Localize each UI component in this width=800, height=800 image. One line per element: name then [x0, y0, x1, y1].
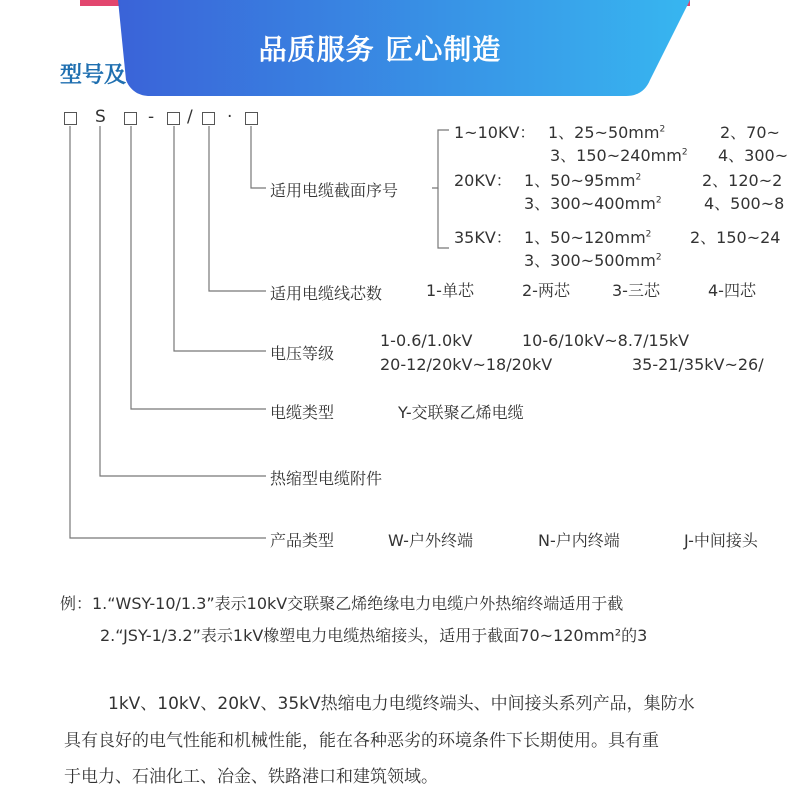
cable-type-label: 电缆类型 [270, 403, 335, 422]
bracket-lower [438, 188, 449, 248]
voltage-label: 电压等级 [270, 344, 335, 363]
voltage-option-4: 35-21/35kV~26/ [632, 355, 764, 374]
kv35-option-1: 1、$50\sim 120mm^2$ [524, 228, 652, 247]
accessory-label: 热缩型电缆附件 [270, 469, 383, 488]
example-1: 例：1.“WSY-10/1.3”表示10kV交联聚乙烯绝缘电力电缆户外热缩终端适用于截 [60, 594, 624, 613]
kv20-label: 20KV： [454, 171, 512, 190]
kv20-option-4: 4、500~8 [704, 194, 785, 213]
line-accessory [100, 126, 266, 476]
intro-line-2: 具有良好的电气性能和机械性能，能在各种恶劣的环境条件下长期使用。具有重 [64, 731, 659, 751]
line-cores [209, 126, 266, 291]
kv20-option-1: 1、$50\sim 95mm^2$ [524, 171, 642, 190]
kv10-option-1: 1、$25\sim 50mm^2$ [548, 123, 666, 142]
cores-option-1: 1-单芯 [426, 281, 474, 300]
product-type-j: J-中间接头 [684, 531, 758, 550]
code-letter-s: S [95, 107, 106, 127]
kv10-option-4: 4、300~ [718, 146, 789, 165]
voltage-option-1: 1-0.6/1.0kV [380, 331, 473, 350]
banner-title: 品质服务 匠心制造 [258, 33, 502, 66]
voltage-option-3: 20-12/20kV~18/20kV [380, 355, 553, 374]
line-cross-section [251, 126, 266, 188]
cores-label: 适用电缆线芯数 [270, 284, 383, 303]
cores-option-2: 2-两芯 [522, 281, 570, 300]
cores-option-3: 3-三芯 [612, 281, 660, 300]
product-type-w: W-户外终端 [388, 531, 473, 550]
line-voltage [174, 126, 266, 351]
example-2: 2.“JSY-1/3.2”表示1kV橡塑电力电缆热缩接头，适用于截面70~120mm²的3 [100, 626, 648, 645]
intro-line-3: 于电力、石油化工、冶金、铁路港口和建筑领域。 [64, 767, 438, 787]
voltage-option-2: 10-6/10kV~8.7/15kV [522, 331, 690, 350]
cores-option-4: 4-四芯 [708, 281, 756, 300]
kv35-option-3: 3、$300\sim 500mm^2$ [524, 251, 662, 270]
intro-line-1: 1kV、10kV、20kV、35kV热缩电力电缆终端头、中间接头系列产品，集防水 [108, 694, 695, 714]
kv10-option-2: 2、70~ [720, 123, 780, 142]
section-title: 型号及 [60, 63, 127, 88]
kv20-option-3: 3、$300\sim 400mm^2$ [524, 194, 662, 213]
code-dot: · [227, 107, 233, 127]
kv35-label: 35KV： [454, 228, 512, 247]
kv35-option-2: 2、150~24 [690, 228, 781, 247]
cable-type-value: Y-交联聚乙烯电缆 [398, 403, 524, 422]
kv20-option-2: 2、120~2 [702, 171, 783, 190]
code-dash: - [148, 107, 155, 127]
cross-section-label: 适用电缆截面序号 [270, 181, 399, 200]
line-cable-type [131, 126, 266, 409]
bracket-upper [432, 130, 449, 188]
kv10-label: 1~10KV： [454, 123, 536, 142]
kv10-option-3: 3、$150\sim 240mm^2$ [550, 146, 688, 165]
product-type-n: N-户内终端 [538, 531, 620, 550]
code-slash: / [187, 107, 193, 127]
product-type-label: 产品类型 [270, 531, 335, 550]
